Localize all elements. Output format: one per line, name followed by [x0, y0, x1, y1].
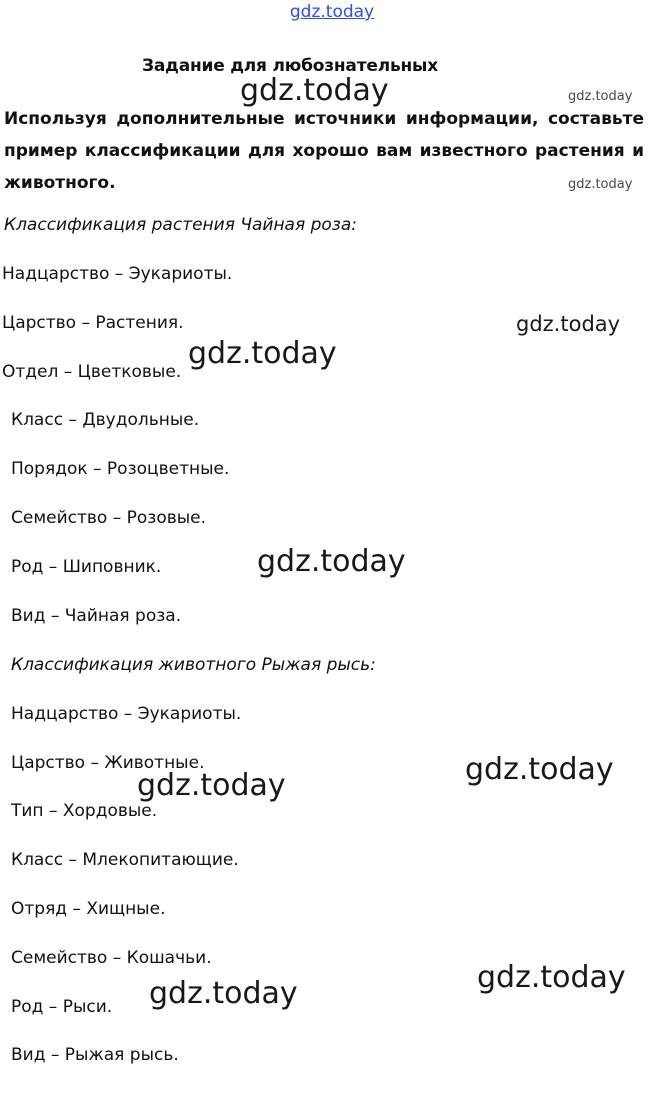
plant-line-class: Класс – Двудольные. — [11, 410, 200, 430]
plant-line-superkingdom: Надцарство – Эукариоты. — [2, 264, 233, 284]
plant-line-species: Вид – Чайная роза. — [11, 606, 182, 626]
plant-line-order: Порядок – Розоцветные. — [11, 459, 230, 479]
watermark-text: gdz.today — [240, 73, 389, 108]
watermark-text: gdz.today — [149, 976, 298, 1011]
animal-line-order: Отряд – Хищные. — [11, 899, 166, 919]
task-title: Задание для любознательных — [142, 56, 438, 76]
animal-line-phylum: Тип – Хордовые. — [11, 801, 158, 821]
animal-line-class: Класс – Млекопитающие. — [11, 850, 239, 870]
task-description: Используя дополнительные источники информации, составьте пример классификации для хорошо вам известного растения и животного. — [4, 109, 644, 193]
watermark-text: gdz.today — [568, 89, 633, 104]
animal-line-species: Вид – Рыжая рысь. — [11, 1045, 179, 1065]
plant-line-division: Отдел – Цветковые. — [2, 362, 182, 382]
plant-line-kingdom: Царство – Растения. — [2, 313, 184, 333]
watermark-text: gdz.today — [188, 336, 337, 371]
plant-line-genus: Род – Шиповник. — [11, 557, 162, 577]
animal-line-family: Семейство – Кошачьи. — [11, 948, 212, 968]
watermark-text: gdz.today — [516, 312, 621, 336]
animal-heading: Классификация животного Рыжая рысь: — [11, 655, 376, 675]
animal-line-superkingdom: Надцарство – Эукариоты. — [11, 704, 242, 724]
watermark-text: gdz.today — [137, 768, 286, 803]
watermark-text: gdz.today — [465, 752, 614, 787]
plant-heading: Классификация растения Чайная роза: — [4, 215, 357, 235]
watermark-text: gdz.today — [477, 960, 626, 995]
animal-line-genus: Род – Рыси. — [11, 997, 113, 1017]
site-link[interactable]: gdz.today — [289, 2, 375, 22]
animal-line-kingdom: Царство – Животные. — [11, 753, 205, 773]
plant-line-family: Семейство – Розовые. — [11, 508, 207, 528]
watermark-text: gdz.today — [568, 177, 633, 192]
watermark-text: gdz.today — [257, 544, 406, 579]
